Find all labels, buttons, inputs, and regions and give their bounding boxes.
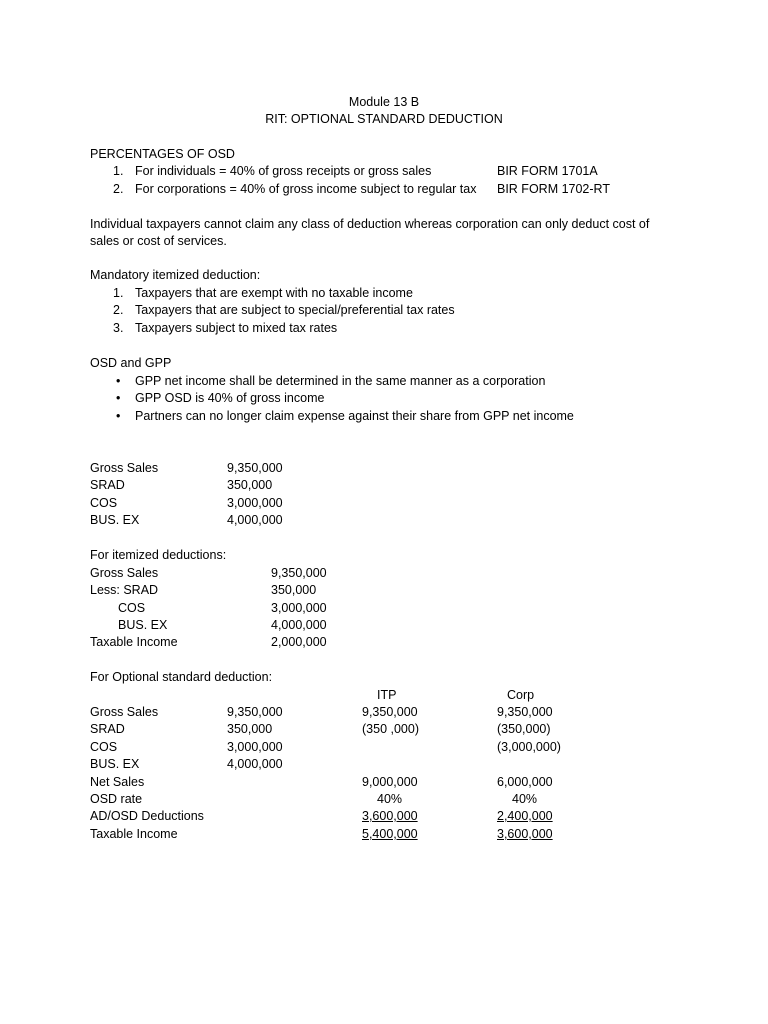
table-value-corp: 6,000,000 <box>497 775 553 789</box>
table-value-corp: 2,400,000 <box>497 809 553 823</box>
list-item: Taxpayers that are exempt with no taxable income <box>135 286 413 300</box>
table-label: SRAD <box>90 478 125 492</box>
table-label: Gross Sales <box>90 461 159 475</box>
table-value: 350,000 <box>227 478 273 492</box>
bullet-icon: • <box>116 391 121 405</box>
table-value-corp: (350,000) <box>497 722 551 736</box>
table-value-corp: 3,600,000 <box>497 827 553 841</box>
table-value: 4,000,000 <box>227 513 283 527</box>
list-number: 1. <box>113 286 124 300</box>
table-value-itp: 9,000,000 <box>362 775 418 789</box>
table-label: Less: SRAD <box>90 583 159 597</box>
table-value: 350,000 <box>271 583 317 597</box>
table-value: 9,350,000 <box>227 461 283 475</box>
form-label: BIR FORM 1701A <box>497 164 598 178</box>
gpp-heading: OSD and GPP <box>90 356 172 370</box>
table-value-corp: (3,000,000) <box>497 740 561 754</box>
list-item: For individuals = 40% of gross receipts or gross sales <box>135 164 432 178</box>
list-item: Partners can no longer claim expense against their share from GPP net income <box>135 409 574 423</box>
page-title: Module 13 B <box>348 95 420 109</box>
intro-paragraph: Individual taxpayers cannot claim any class of deduction whereas corporation can only deduct cost of sales or cost of services. <box>90 217 650 248</box>
list-number: 1. <box>113 164 124 178</box>
table-label: BUS. EX <box>90 513 140 527</box>
table-value: 3,000,000 <box>227 496 283 510</box>
form-label: BIR FORM 1702-RT <box>497 182 610 196</box>
table-value: 9,350,000 <box>271 566 327 580</box>
table-value-itp: (350 ,000) <box>362 722 419 736</box>
osd-heading: PERCENTAGES OF OSD <box>90 147 235 161</box>
table-label: OSD rate <box>90 792 143 806</box>
table-value: 3,000,000 <box>271 601 327 615</box>
table-label: Taxable Income <box>90 827 178 841</box>
bullet-icon: • <box>116 409 121 423</box>
table-value-itp: 9,350,000 <box>362 705 418 719</box>
bullet-icon: • <box>116 374 121 388</box>
list-item: GPP net income shall be determined in the same manner as a corporation <box>135 374 546 388</box>
table-label: AD/OSD Deductions <box>90 809 204 823</box>
table-value-corp: 9,350,000 <box>497 705 553 719</box>
table-value-itp: 5,400,000 <box>362 827 418 841</box>
table-label: Taxable Income <box>90 635 178 649</box>
optional-heading: For Optional standard deduction: <box>90 670 273 684</box>
page-subtitle: RIT: OPTIONAL STANDARD DEDUCTION <box>265 112 503 126</box>
table-value: 3,000,000 <box>227 740 283 754</box>
table-value-itp: 3,600,000 <box>362 809 418 823</box>
list-number: 2. <box>113 182 124 196</box>
table-value: 9,350,000 <box>227 705 283 719</box>
column-header-itp: ITP <box>377 688 397 702</box>
table-value: 350,000 <box>227 722 273 736</box>
list-item: Taxpayers that are subject to special/preferential tax rates <box>135 303 455 317</box>
table-label: SRAD <box>90 722 125 736</box>
table-value-corp: 40% <box>512 792 538 806</box>
table-value-itp: 40% <box>377 792 403 806</box>
mandatory-heading: Mandatory itemized deduction: <box>90 268 261 282</box>
list-item: GPP OSD is 40% of gross income <box>135 391 325 405</box>
table-label: COS <box>90 740 118 754</box>
table-value: 4,000,000 <box>271 618 327 632</box>
list-number: 3. <box>113 321 124 335</box>
itemized-heading: For itemized deductions: <box>90 548 227 562</box>
list-item: For corporations = 40% of gross income subject to regular tax <box>135 182 477 196</box>
list-number: 2. <box>113 303 124 317</box>
column-header-corp: Corp <box>507 688 535 702</box>
table-label: Net Sales <box>90 775 145 789</box>
table-value: 4,000,000 <box>227 757 283 771</box>
table-value: 2,000,000 <box>271 635 327 649</box>
table-label: BUS. EX <box>90 757 140 771</box>
table-label: COS <box>90 496 118 510</box>
table-label: BUS. EX <box>118 618 168 632</box>
table-label: Gross Sales <box>90 705 159 719</box>
list-item: Taxpayers subject to mixed tax rates <box>135 321 338 335</box>
table-label: COS <box>118 601 146 615</box>
table-label: Gross Sales <box>90 566 159 580</box>
